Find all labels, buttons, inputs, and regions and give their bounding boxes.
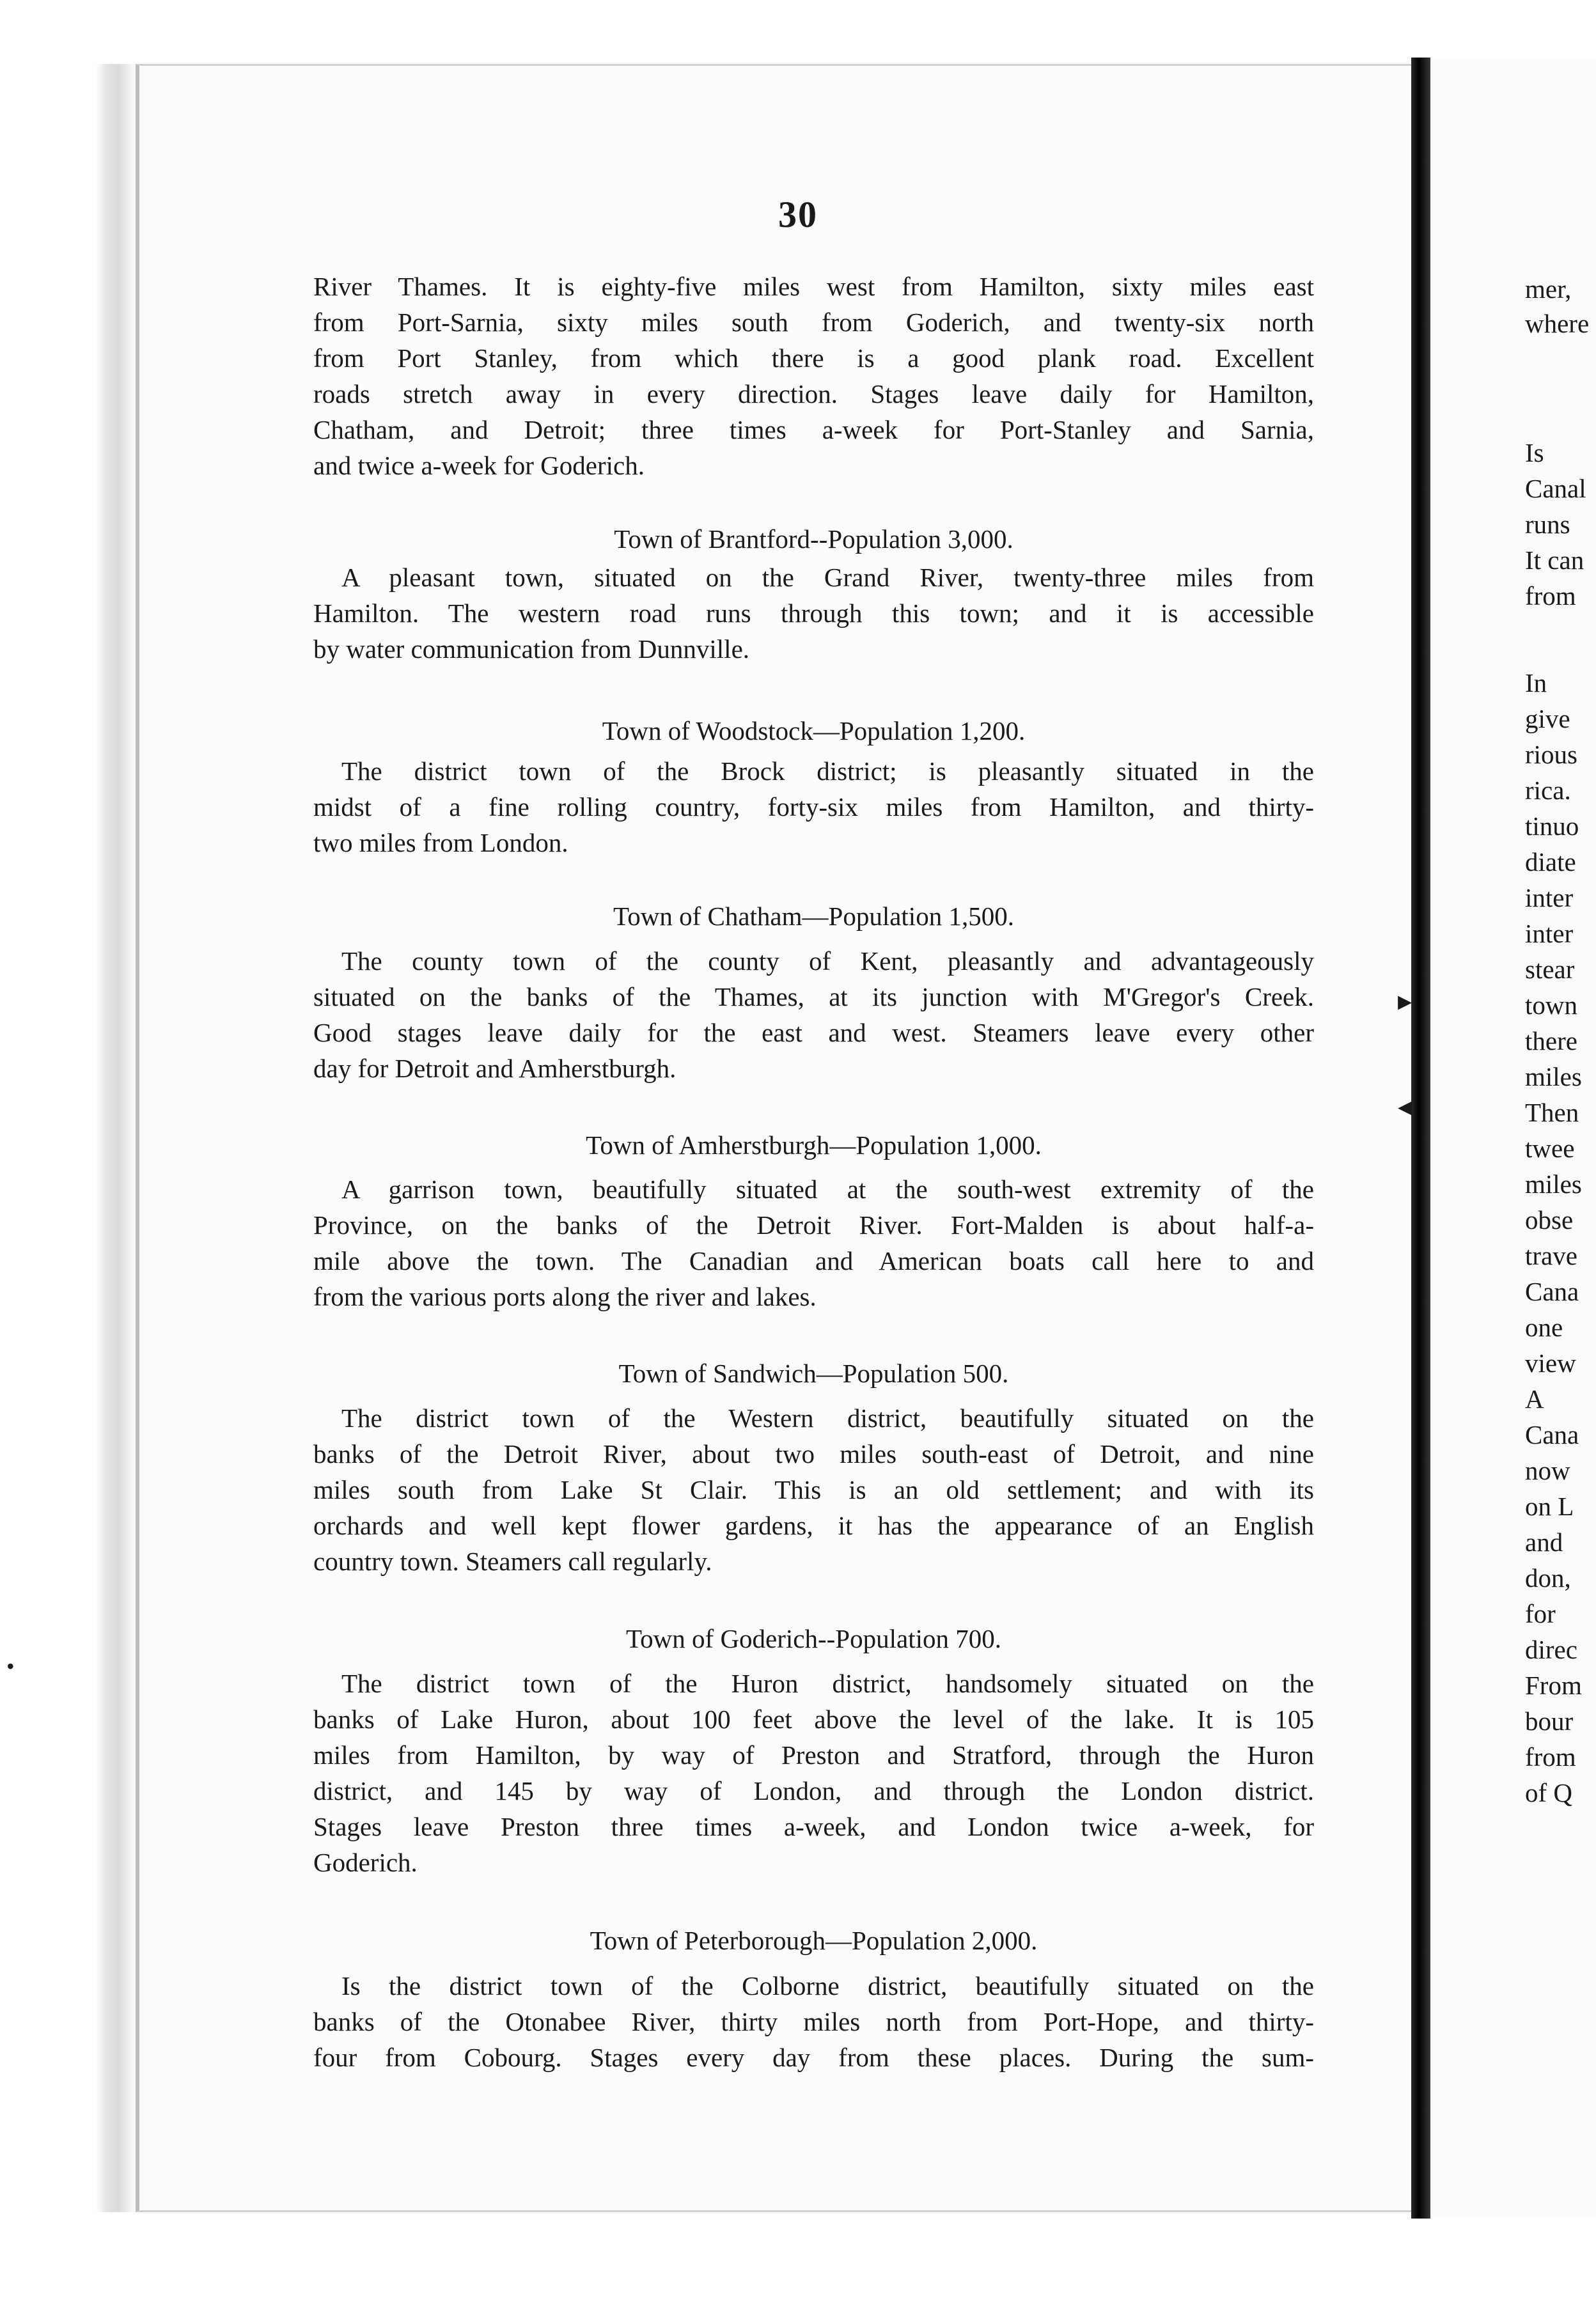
text-line: Chatham, and Detroit; three times a-week for Port-Stanley and Sarnia, <box>313 415 1314 444</box>
right-page-fragment: now <box>1525 1456 1570 1485</box>
page-number: 30 <box>778 194 818 235</box>
right-page-fragment: A <box>1525 1384 1544 1414</box>
right-page-fragment: Is <box>1525 438 1544 467</box>
text-line: district, and 145 by way of London, and through the London district. <box>313 1776 1314 1806</box>
right-page-fragment: for <box>1525 1599 1556 1628</box>
gutter-mark: ◂ <box>1398 1091 1412 1122</box>
section-body-amherstburgh <box>313 1171 1314 1315</box>
right-page-fragment: bour <box>1525 1706 1574 1736</box>
right-page-fragment: view <box>1525 1348 1576 1378</box>
text-line: country town. Steamers call regularly. <box>313 1547 712 1576</box>
text-line: midst of a fine rolling country, forty-six miles from Hamilton, and thirty- <box>313 792 1314 822</box>
right-page-fragment: Cana <box>1525 1420 1579 1449</box>
gutter-mark: ▸ <box>1398 985 1412 1017</box>
text-line: A garrison town, beautifully situated at the south-west extremity of the <box>341 1174 1314 1204</box>
right-page-fragment: Cana <box>1525 1277 1579 1306</box>
right-page-fragment: tinuo <box>1525 811 1579 841</box>
right-page-fragment: mer, <box>1525 274 1572 304</box>
text-line: by water communication from Dunnville. <box>313 634 750 664</box>
text-line: from Port-Sarnia, sixty miles south from Goderich, and twenty-six north <box>313 308 1314 337</box>
right-page-fragment: on L <box>1525 1492 1574 1521</box>
text-line: day for Detroit and Amherstburgh. <box>313 1054 677 1083</box>
right-page-fragment: obse <box>1525 1205 1574 1235</box>
text-line: banks of Lake Huron, about 100 feet above the level of the lake. It is 105 <box>313 1705 1314 1734</box>
right-page-fragment: there <box>1525 1026 1577 1056</box>
text-line: and twice a-week for Goderich. <box>313 451 645 480</box>
right-page-fragment: trave <box>1525 1241 1577 1270</box>
right-page-fragment: and <box>1525 1527 1563 1557</box>
section-heading-goderich: Town of Goderich--Population 700. <box>626 1624 1001 1653</box>
text-line: Province, on the banks of the Detroit River. Fort-Malden is about half-a- <box>313 1210 1314 1240</box>
text-line: mile above the town. The Canadian and American boats call here to and <box>313 1246 1314 1276</box>
right-page-fragment: Then <box>1525 1098 1579 1127</box>
right-page-fragment: Canal <box>1525 474 1586 503</box>
right-page-fragment: inter <box>1525 883 1574 912</box>
text-line: Goderich. <box>313 1848 418 1877</box>
right-page-fragment: rica. <box>1525 776 1571 805</box>
right-page-fragment: From <box>1525 1671 1582 1700</box>
text-line: Good stages leave daily for the east and west. Steamers leave every other <box>313 1018 1314 1047</box>
right-page-fragment: inter <box>1525 919 1574 948</box>
text-line: A pleasant town, situated on the Grand River, twenty-three miles from <box>341 563 1314 592</box>
right-page-fragment: town <box>1525 990 1577 1020</box>
section-heading-amherstburgh: Town of Amherstburgh—Population 1,000. <box>586 1130 1042 1160</box>
right-page-fragment: rious <box>1525 740 1577 769</box>
scan-speck: • <box>6 1653 15 1679</box>
section-body-chatham <box>313 943 1314 1086</box>
text-line: two miles from London. <box>313 828 568 857</box>
section-body-woodstock <box>313 753 1314 861</box>
left-binding-shadow <box>0 64 137 2212</box>
right-page-fragment: In <box>1525 668 1547 698</box>
right-page-fragment: stear <box>1525 955 1575 984</box>
right-page-fragment: where <box>1525 309 1590 338</box>
text-line: orchards and well kept flower gardens, it has the appearance of an English <box>313 1511 1314 1540</box>
section-body-peterborough <box>313 1968 1314 2075</box>
right-page-fragment: give <box>1525 704 1570 733</box>
section-heading-woodstock: Town of Woodstock—Population 1,200. <box>602 716 1026 745</box>
paragraph-top <box>313 269 1314 483</box>
section-heading-chatham: Town of Chatham—Population 1,500. <box>613 901 1014 931</box>
text-line: Hamilton. The western road runs through this town; and it is accessible <box>313 598 1314 628</box>
right-page-fragment: twee <box>1525 1134 1575 1163</box>
text-line: The district town of the Brock district; is pleasantly situated in the <box>341 756 1314 786</box>
right-page-fragment: from <box>1525 1742 1576 1772</box>
text-line: The county town of the county of Kent, pleasantly and advantageously <box>341 946 1314 976</box>
book-gutter <box>1411 58 1430 2219</box>
text-line: from Port Stanley, from which there is a good plank road. Excellent <box>313 343 1314 373</box>
text-line: The district town of the Western district, beautifully situated on the <box>341 1403 1314 1433</box>
section-heading-peterborough: Town of Peterborough—Population 2,000. <box>590 1926 1038 1955</box>
right-page-fragment: direc <box>1525 1635 1577 1664</box>
right-page-fragment: miles <box>1525 1062 1582 1091</box>
text-line: miles south from Lake St Clair. This is an old settlement; and with its <box>313 1475 1314 1504</box>
right-page-fragment: It can <box>1525 545 1584 575</box>
text-line: Stages leave Preston three times a-week, and London twice a-week, for <box>313 1812 1314 1841</box>
section-body-goderich <box>313 1666 1314 1880</box>
text-line: roads stretch away in every direction. Stages leave daily for Hamilton, <box>313 379 1314 409</box>
section-heading-brantford: Town of Brantford--Population 3,000. <box>614 524 1013 554</box>
text-line: banks of the Otonabee River, thirty miles north from Port-Hope, and thirty- <box>313 2007 1314 2036</box>
right-page-fragment: of Q <box>1525 1778 1573 1807</box>
text-line: miles from Hamilton, by way of Preston and Stratford, through the Huron <box>313 1740 1314 1770</box>
text-line: Is the district town of the Colborne district, beautifully situated on the <box>341 1971 1314 2001</box>
text-line: banks of the Detroit River, about two miles south-east of Detroit, and nine <box>313 1439 1314 1469</box>
text-line: The district town of the Huron district, handsomely situated on the <box>341 1669 1314 1698</box>
text-line: four from Cobourg. Stages every day from these places. During the sum- <box>313 2043 1314 2072</box>
text-line: from the various ports along the river and lakes. <box>313 1282 817 1311</box>
section-body-sandwich <box>313 1400 1314 1579</box>
right-page-fragment: runs <box>1525 510 1570 539</box>
text-line: River Thames. It is eighty-five miles west from Hamilton, sixty miles east <box>313 272 1314 301</box>
text-line: situated on the banks of the Thames, at its junction with M'Gregor's Creek. <box>313 982 1314 1011</box>
right-page-fragment: one <box>1525 1313 1563 1342</box>
section-heading-sandwich: Town of Sandwich—Population 500. <box>618 1359 1009 1388</box>
right-page-fragment: don, <box>1525 1563 1571 1593</box>
section-body-brantford <box>313 559 1314 667</box>
right-page-fragment: diate <box>1525 847 1576 877</box>
right-page-fragment: miles <box>1525 1169 1582 1199</box>
right-page-fragment: from <box>1525 581 1576 611</box>
